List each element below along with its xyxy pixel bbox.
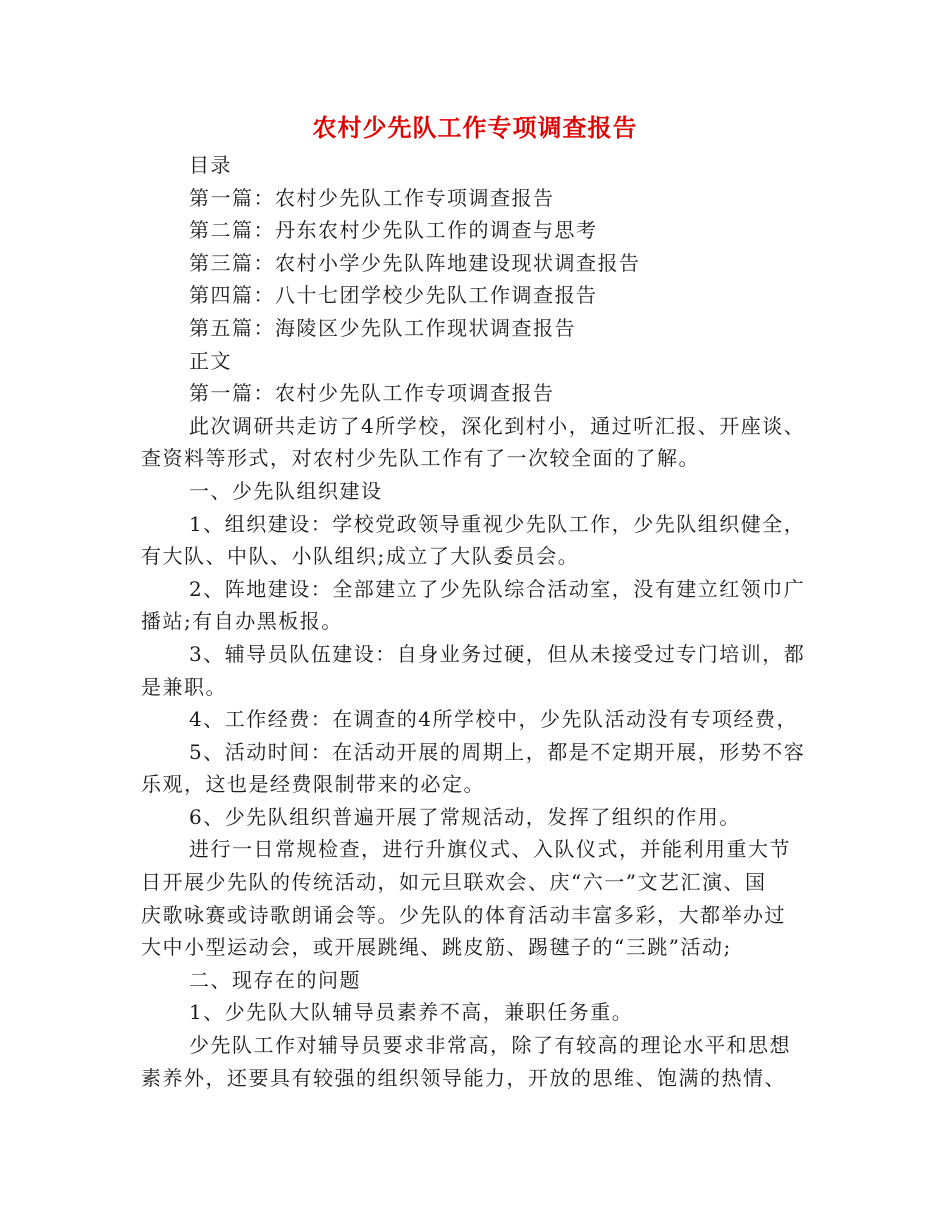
paragraph-line: 2、阵地建设：全部建立了少先队综合活动室，没有建立红领巾广 (189, 576, 806, 601)
document-body (141, 149, 809, 1094)
subheading: 二、现存在的问题 (189, 967, 361, 992)
section-title: 第一篇：农村少先队工作专项调查报告 (189, 381, 555, 406)
paragraph-line: 此次调研共走访了4所学校，深化到村小，通过听汇报、开座谈、 (189, 413, 806, 438)
paragraph-line: 素养外，还要具有较强的组织领导能力，开放的思维、饱满的热情、 (141, 1065, 786, 1090)
toc-item: 第五篇：海陵区少先队工作现状调查报告 (189, 315, 576, 340)
paragraph-line: 有大队、中队、小队组织;成立了大队委员会。 (141, 544, 580, 569)
paragraph-line: 1、组织建设：学校党政领导重视少先队工作，少先队组织健全， (189, 511, 806, 536)
toc-item: 第三篇：农村小学少先队阵地建设现状调查报告 (189, 250, 641, 275)
toc-heading: 目录 (189, 153, 232, 177)
paragraph-line: 6、少先队组织普遍开展了常规活动，发挥了组织的作用。 (189, 804, 741, 829)
toc-item: 第四篇：八十七团学校少先队工作调查报告 (189, 283, 598, 308)
paragraph-line: 少先队工作对辅导员要求非常高，除了有较高的理论水平和思想 (189, 1033, 791, 1058)
paragraph-line: 大中小型运动会，或开展跳绳、跳皮筋、踢毽子的“三跳”活动; (141, 935, 732, 960)
paragraph-line: 日开展少先队的传统活动，如元旦联欢会、庆“六一”文艺汇演、国 (141, 870, 767, 895)
document-title: 农村少先队工作专项调查报告 (312, 114, 638, 142)
toc-item: 第二篇：丹东农村少先队工作的调查与思考 (189, 218, 598, 243)
body-heading: 正文 (189, 348, 232, 373)
toc-item: 第一篇：农村少先队工作专项调查报告 (189, 185, 555, 210)
paragraph-line: 查资料等形式，对农村少先队工作有了一次较全面的了解。 (141, 446, 700, 471)
paragraph-line: 进行一日常规检查，进行升旗仪式、入队仪式，并能利用重大节 (189, 837, 791, 862)
paragraph-line: 乐观，这也是经费限制带来的必定。 (141, 772, 485, 797)
paragraph-line: 4、工作经费：在调查的4所学校中，少先队活动没有专项经费， (189, 707, 798, 732)
paragraph-line: 5、活动时间：在活动开展的周期上，都是不定期开展，形势不容 (189, 739, 806, 764)
subheading: 一、少先队组织建设 (189, 478, 383, 503)
paragraph-line: 播站;有自办黑板报。 (141, 609, 343, 634)
paragraph-line: 庆歌咏赛或诗歌朗诵会等。少先队的体育活动丰富多彩，大都举办过 (141, 902, 786, 927)
paragraph-line: 是兼职。 (141, 674, 227, 699)
paragraph-line: 3、辅导员队伍建设：自身业务过硬，但从未接受过专门培训，都 (189, 641, 806, 666)
paragraph-line: 1、少先队大队辅导员素养不高，兼职任务重。 (189, 1000, 634, 1025)
